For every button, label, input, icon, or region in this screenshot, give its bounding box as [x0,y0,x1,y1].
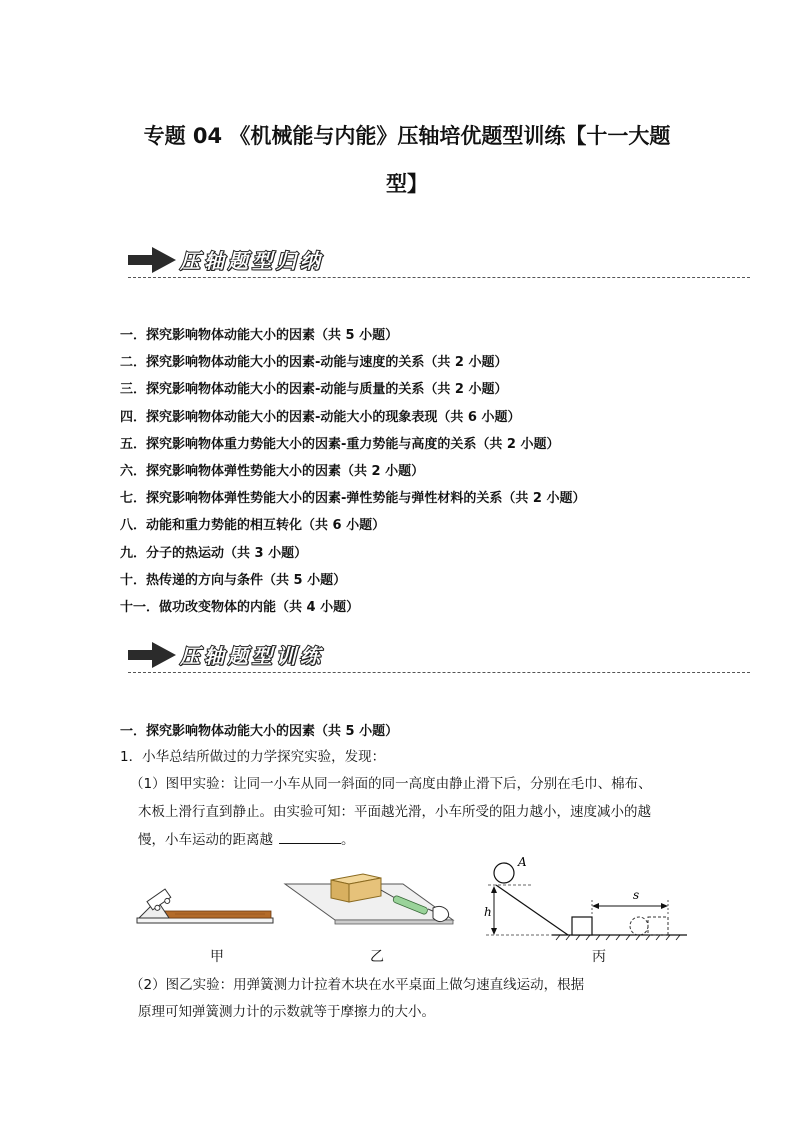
arrow-right-icon [128,247,176,273]
figure-jia-ramp-cart [135,880,275,935]
topic-item: 一．探究影响物体动能大小的因素（共 5 小题） [120,328,399,343]
figure-label-yi: 乙 [370,949,384,965]
label-h: h [484,905,492,919]
section-banner-summary [128,243,750,283]
question-heading: 一．探究影响物体动能大小的因素（共 5 小题） [120,724,399,739]
part1-line1: （1）图甲实验：让同一小车从同一斜面的同一高度由静止滑下后，分别在毛巾、棉布、 [130,776,652,792]
section-label-summary: 压轴题型归纳 [180,249,324,273]
topic-item: 六．探究影响物体弹性势能大小的因素（共 2 小题） [120,464,425,480]
figure-label-jia: 甲 [210,949,224,965]
topic-item: 十一．做功改变物体的内能（共 4 小题） [120,600,360,616]
part1-line2: 木板上滑行直到静止。由实验可知：平面越光滑，小车所受的阻力越小，速度减小的越 [138,804,651,820]
topic-item: 四．探究影响物体动能大小的因素-动能大小的现象表现（共 6 小题） [120,409,521,425]
section-divider [128,277,750,278]
part1-line3-end: 。 [341,832,355,848]
section-label-training: 压轴题型训练 [180,644,324,668]
part1-line3 [138,827,355,854]
part2-line2: 原理可知弹簧测力计的示数就等于摩擦力的大小。 [138,1004,435,1020]
topic-item: 五．探究影响物体重力势能大小的因素-重力势能与高度的关系（共 2 小题） [120,436,560,452]
page-title [120,112,694,208]
title-line-2: 型】 [386,172,428,196]
title-line-1: 专题 04 《机械能与内能》压轴培优题型训练【十一大题 [143,124,671,148]
topic-item: 十．热传递的方向与条件（共 5 小题） [120,572,347,588]
section-divider [128,672,750,673]
arrow-right-icon [128,642,176,668]
figure-label-bing: 丙 [592,949,606,965]
topic-list [120,322,760,621]
topic-item: 七．探究影响物体弹性势能大小的因素-弹性势能与弹性材料的关系（共 2 小题） [120,491,586,507]
answer-blank [279,829,341,844]
question-stem: 1．小华总结所做过的力学探究实验，发现： [120,749,386,765]
figure-bing-incline-ball [482,856,692,946]
topic-item: 九．分子的热运动（共 3 小题） [120,545,308,561]
label-a: A [518,856,527,869]
topic-item: 三．探究影响物体动能大小的因素-动能与质量的关系（共 2 小题） [120,382,508,398]
part2-line1: （2）图乙实验：用弹簧测力计拉着木块在水平桌面上做匀速直线运动，根据 [130,977,585,993]
topic-item: 八．动能和重力势能的相互转化（共 6 小题） [120,518,386,534]
figure-yi-spring-scale-block [283,862,463,942]
label-s: s [633,888,640,902]
topic-item: 二．探究影响物体动能大小的因素-动能与速度的关系（共 2 小题） [120,355,508,371]
section-banner-training [128,638,750,678]
part1-line3-text: 慢，小车运动的距离越 [138,832,273,848]
